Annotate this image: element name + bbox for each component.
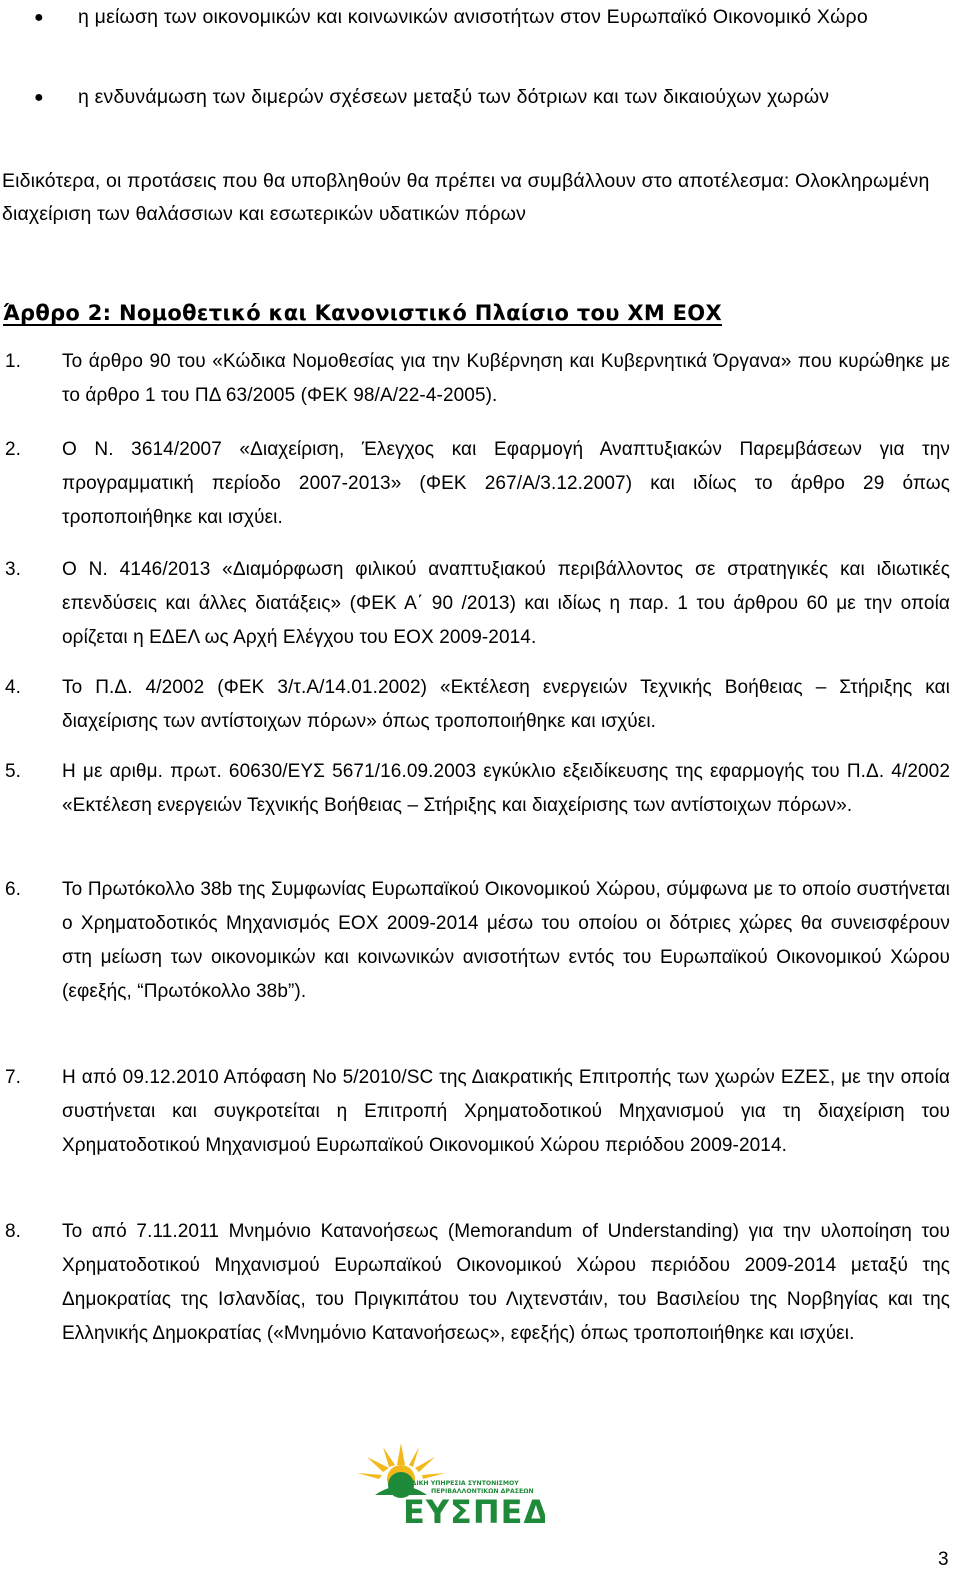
list-item-text: Η με αριθμ. πρωτ. 60630/ΕΥΣ 5671/16.09.2003 εγκύκλιο εξειδίκευσης της εφαρμογής του Π.Δ. 4/2002 «Εκτέλεση ενεργειών Τεχνικής Βοήθειας – Στήριξης και διαχείρισης των αντίστοιχων πόρων».: [62, 761, 950, 816]
list-item-text: Το από 7.11.2011 Μνημόνιο Κατανοήσεως (Memorandum of Understanding) για την υλοποίηση του Χρηματοδοτικού Μηχανισμού Ευρωπαϊκού Οικονομικού Χώρου περιόδου 2009-2014 μεταξύ της Δημοκρατίας της Ισλανδίας, του Πριγκιπάτου του Λιχτενστάιν, του Βασιλείου της Νορβηγίας και της Ελληνικής Δημοκρατίας («Μνημόνιο Κατανοήσεως», εφεξής) όπως τροποποιήθηκε και ισχύει.: [62, 1221, 950, 1344]
logo-wordmark: ΕΥΣΠΕΔ: [403, 1493, 545, 1529]
bullet-text: η μείωση των οικονομικών και κοινωνικών ανισοτήτων στον Ευρωπαϊκό Οικονομικό Χώρο: [78, 6, 868, 28]
page-number: 3: [938, 1549, 949, 1570]
bullet-icon: ●: [34, 9, 44, 26]
bullet-icon: ●: [34, 89, 44, 106]
logo-subtitle-2: ΠΕΡΙΒΑΛΛΟΝΤΙΚΩΝ ΔΡΑΣΕΩΝ: [431, 1488, 534, 1495]
list-item-text: Ο Ν. 4146/2013 «Διαμόρφωση φιλικού αναπτυξιακού περιβάλλοντος σε στρατηγικές και ιδιωτικές επενδύσεις και άλλες διατάξεις» (ΦΕΚ Α΄ 90 /2013) και ιδίως η παρ. 1 του άρθρου 60 με την οποία ορίζεται η ΕΔΕΛ ως Αρχή Ελέγχου του ΕΟΧ 2009-2014.: [62, 559, 950, 648]
list-item-number: 4.: [5, 677, 21, 698]
list-item-number: 5.: [5, 761, 21, 782]
list-item-text: Ο Ν. 3614/2007 «Διαχείριση, Έλεγχος και Εφαρμογή Αναπτυξιακών Παρεμβάσεων για την προγραμματική περίοδο 2007-2013» (ΦΕΚ 267/Α/3.12.2007) και ιδίως το άρθρο 29 όπως τροποποιήθηκε και ισχύει.: [62, 439, 950, 528]
article-heading: Άρθρο 2: Νομοθετικό και Κανονιστικό Πλαίσιο του ΧΜ ΕΟΧ: [3, 301, 722, 325]
eyspd-logo: [345, 1437, 545, 1529]
list-item-number: 7.: [5, 1067, 21, 1088]
bullet-item: [0, 1, 960, 34]
list-item-text: Το Π.Δ. 4/2002 (ΦΕΚ 3/τ.Α/14.01.2002) «Εκτέλεση ενεργειών Τεχνικής Βοήθειας – Στήριξης και διαχείρισης των αντίστοιχων πόρων» όπως τροποποιήθηκε και ισχύει.: [62, 677, 950, 732]
list-item-text: Το Πρωτόκολλο 38b της Συμφωνίας Ευρωπαϊκού Οικονομικού Χώρου, σύμφωνα με το οποίο συστήνεται ο Χρηματοδοτικός Μηχανισμός ΕΟΧ 2009-2014 μέσω του οποίου οι δότριες χώρες θα συνεισφέρουν στη μείωση των οικονομικών και κοινωνικών ανισοτήτων εντός του Ευρωπαϊκού Οικονομικού Χώρου (εφεξής, “Πρωτόκολλο 38b”).: [62, 879, 950, 1002]
list-item-number: 2.: [5, 439, 21, 460]
bullet-text: η ενδυνάμωση των διμερών σχέσεων μεταξύ των δότριων και των δικαιούχων χωρών: [78, 86, 830, 108]
intro-paragraph: Ειδικότερα, οι προτάσεις που θα υποβληθούν θα πρέπει να συμβάλλουν στο αποτέλεσμα: Ολοκληρωμένη διαχείριση των θαλάσσιων και εσωτερικών υδατικών πόρων: [2, 170, 930, 225]
list-item-number: 1.: [5, 351, 21, 372]
bullet-item: [0, 81, 960, 114]
list-item-number: 6.: [5, 879, 21, 900]
list-item-number: 8.: [5, 1221, 21, 1242]
sun-logo-icon: [345, 1437, 545, 1529]
list-item-number: 3.: [5, 559, 21, 580]
logo-subtitle-1: ΕΙΔΙΚΗ ΥΠΗΡΕΣΙΑ ΣΥΝΤΟΝΙΣΜΟΥ: [405, 1480, 519, 1487]
list-item-text: Το άρθρο 90 του «Κώδικα Νομοθεσίας για την Κυβέρνηση και Κυβερνητικά Όργανα» που κυρώθηκε με το άρθρο 1 του ΠΔ 63/2005 (ΦΕΚ 98/Α/22-4-2005).: [62, 351, 950, 406]
list-item-text: Η από 09.12.2010 Απόφαση Νο 5/2010/SC της Διακρατικής Επιτροπής των χωρών ΕΖΕΣ, με την οποία συστήνεται και συγκροτείται η Επιτροπή Χρηματοδοτικού Μηχανισμού για τη διαχείριση του Χρηματοδοτικού Μηχανισμού Ευρωπαϊκού Οικονομικού Χώρου περιόδου 2009-2014.: [62, 1067, 950, 1156]
